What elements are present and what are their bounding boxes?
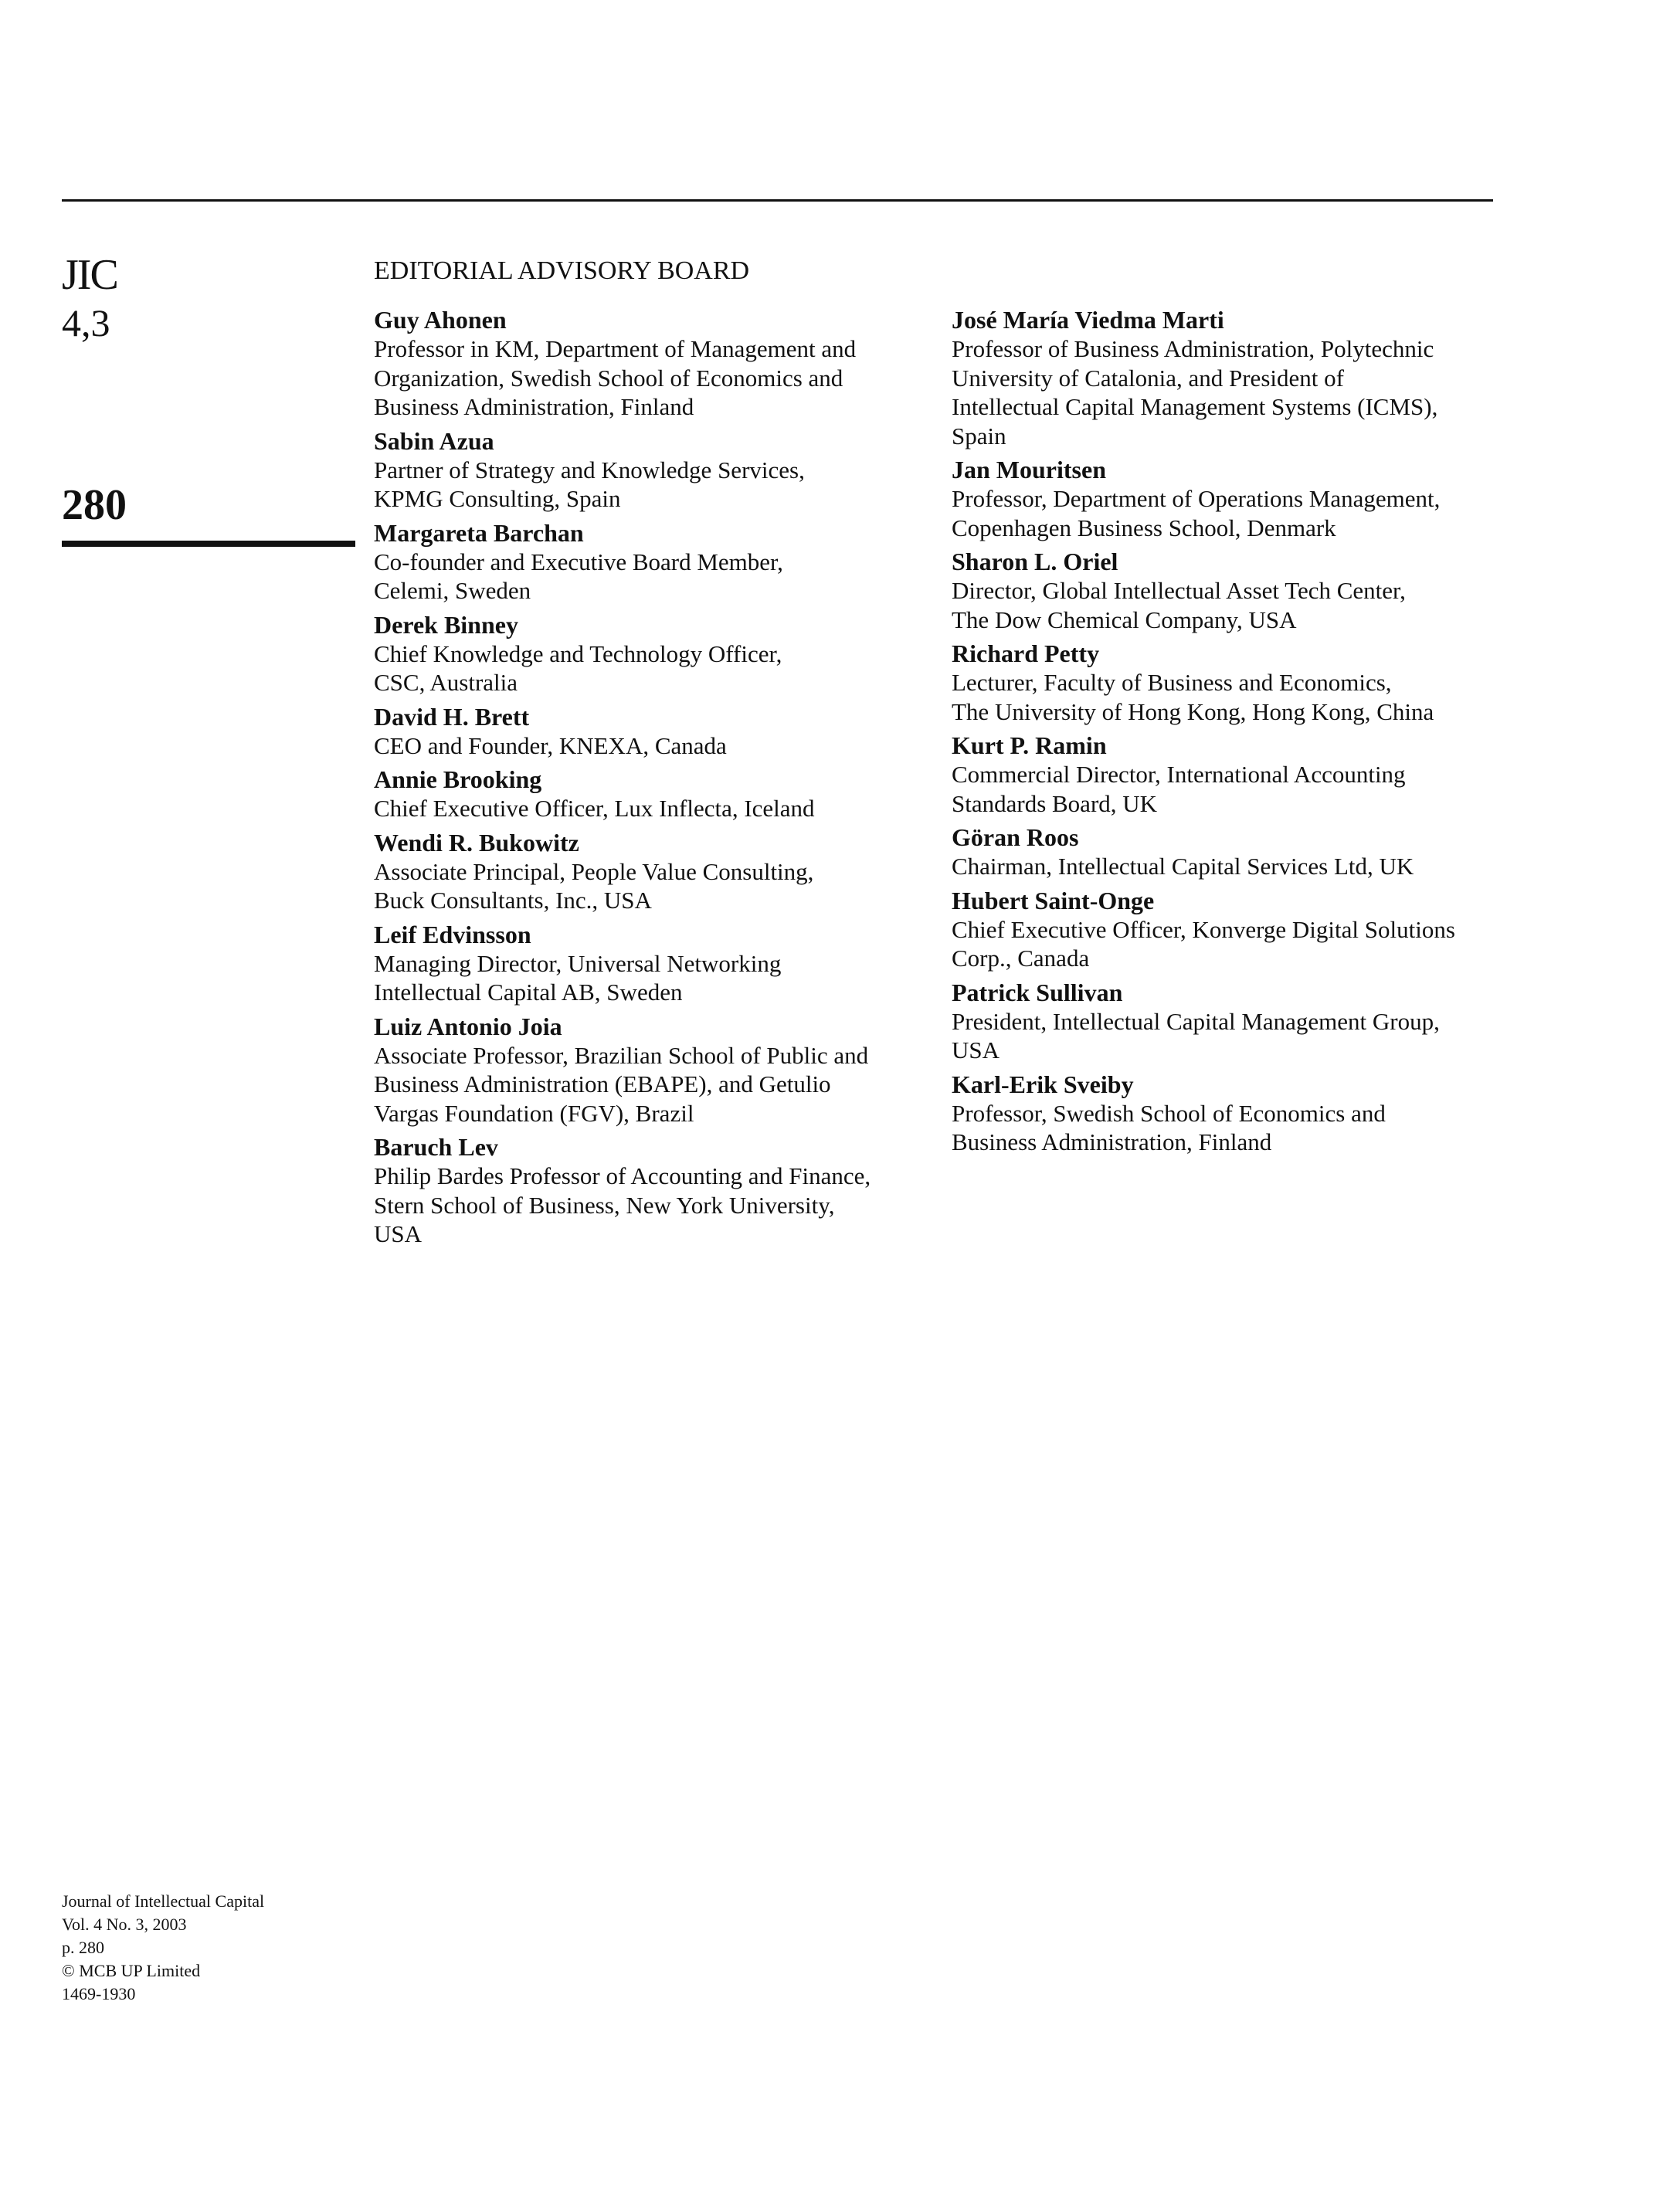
member-affiliation: Partner of Strategy and Knowledge Services, KPMG Consulting, Spain	[374, 456, 805, 512]
board-member	[952, 978, 1508, 1065]
member-affiliation: Chairman, Intellectual Capital Services Ltd, UK	[952, 853, 1414, 880]
member-affiliation: Professor in KM, Department of Management and Organization, Swedish School of Economics and Business Administration, Finland	[374, 335, 857, 420]
member-name: Hubert Saint-Onge	[952, 886, 1155, 914]
board-member	[952, 1070, 1508, 1157]
board-right-column	[952, 305, 1508, 1162]
footer-page: p. 280	[62, 1938, 104, 1957]
board-member	[952, 547, 1508, 634]
journal-footer	[62, 1890, 264, 2006]
member-affiliation: Director, Global Intellectual Asset Tech Center, The Dow Chemical Company, USA	[952, 577, 1406, 633]
footer-volume: Vol. 4 No. 3, 2003	[62, 1915, 187, 1934]
board-title: EDITORIAL ADVISORY BOARD	[374, 256, 750, 285]
board-member	[952, 731, 1508, 818]
member-affiliation: Commercial Director, International Accounting Standards Board, UK	[952, 761, 1406, 817]
member-name: Göran Roos	[952, 823, 1079, 851]
member-name: Richard Petty	[952, 639, 1100, 667]
member-name: David H. Brett	[374, 702, 530, 731]
board-member	[374, 1012, 930, 1128]
board-member	[374, 305, 930, 422]
member-affiliation: Professor, Department of Operations Management, Copenhagen Business School, Denmark	[952, 485, 1441, 541]
member-affiliation: Chief Executive Officer, Lux Inflecta, Iceland	[374, 795, 815, 822]
footer-copyright: © MCB UP Limited	[62, 1961, 201, 1980]
member-affiliation: Associate Principal, People Value Consulting, Buck Consultants, Inc., USA	[374, 857, 814, 914]
footer-issn: 1469-1930	[62, 1984, 136, 2003]
member-name: Margareta Barchan	[374, 518, 584, 547]
board-member	[374, 610, 930, 697]
member-affiliation: Philip Bardes Professor of Accounting and Finance, Stern School of Business, New York University, USA	[374, 1162, 871, 1247]
page-number-rule	[62, 541, 355, 547]
board-left-column	[374, 305, 930, 1253]
board-member	[374, 1132, 930, 1249]
member-name: Sabin Azua	[374, 426, 494, 455]
footer-journal-name: Journal of Intellectual Capital	[62, 1891, 265, 1911]
member-name: Luiz Antonio Joia	[374, 1012, 562, 1040]
member-affiliation: Professor, Swedish School of Economics and Business Administration, Finland	[952, 1099, 1386, 1155]
board-member	[374, 426, 930, 514]
page-number: 280	[62, 481, 127, 529]
top-rule	[62, 199, 1493, 202]
member-affiliation: Chief Knowledge and Technology Officer, CSC, Australia	[374, 639, 782, 696]
member-name: Baruch Lev	[374, 1133, 498, 1161]
member-name: Sharon L. Oriel	[952, 548, 1118, 575]
volume-issue: 4,3	[62, 301, 110, 344]
member-affiliation: Managing Director, Universal Networking Intellectual Capital AB, Sweden	[374, 949, 782, 1006]
board-member	[374, 920, 930, 1007]
member-affiliation: Professor of Business Administration, Polytechnic University of Catalonia, and President of Intellectual Capital Management Systems (ICMS), Spain	[952, 335, 1438, 449]
board-member	[374, 828, 930, 915]
member-name: Kurt P. Ramin	[952, 731, 1107, 759]
member-name: Karl-Erik Sveiby	[952, 1070, 1134, 1098]
board-member	[952, 886, 1508, 973]
member-name: Wendi R. Bukowitz	[374, 828, 579, 857]
member-affiliation: Lecturer, Faculty of Business and Economics, The University of Hong Kong, Hong Kong, China	[952, 669, 1434, 725]
board-member	[952, 823, 1508, 881]
member-name: Annie Brooking	[374, 765, 542, 793]
journal-abbrev: JIC	[62, 251, 117, 299]
member-name: Patrick Sullivan	[952, 978, 1123, 1006]
member-name: Guy Ahonen	[374, 306, 507, 334]
member-name: Derek Binney	[374, 610, 518, 639]
member-name: José María Viedma Marti	[952, 306, 1224, 334]
board-member	[952, 639, 1508, 726]
board-member	[374, 702, 930, 761]
board-member	[374, 765, 930, 823]
member-affiliation: Co-founder and Executive Board Member, Celemi, Sweden	[374, 548, 783, 604]
board-member	[952, 305, 1508, 450]
member-affiliation: CEO and Founder, KNEXA, Canada	[374, 731, 727, 759]
board-member	[374, 518, 930, 606]
member-affiliation: Chief Executive Officer, Konverge Digital Solutions Corp., Canada	[952, 915, 1455, 972]
member-affiliation: President, Intellectual Capital Management Group, USA	[952, 1007, 1440, 1063]
member-affiliation: Associate Professor, Brazilian School of Public and Business Administration (EBAPE), and Getulio Vargas Foundation (FGV), Brazil	[374, 1041, 869, 1127]
board-member	[952, 455, 1508, 542]
member-name: Jan Mouritsen	[952, 456, 1106, 483]
member-name: Leif Edvinsson	[374, 920, 531, 948]
